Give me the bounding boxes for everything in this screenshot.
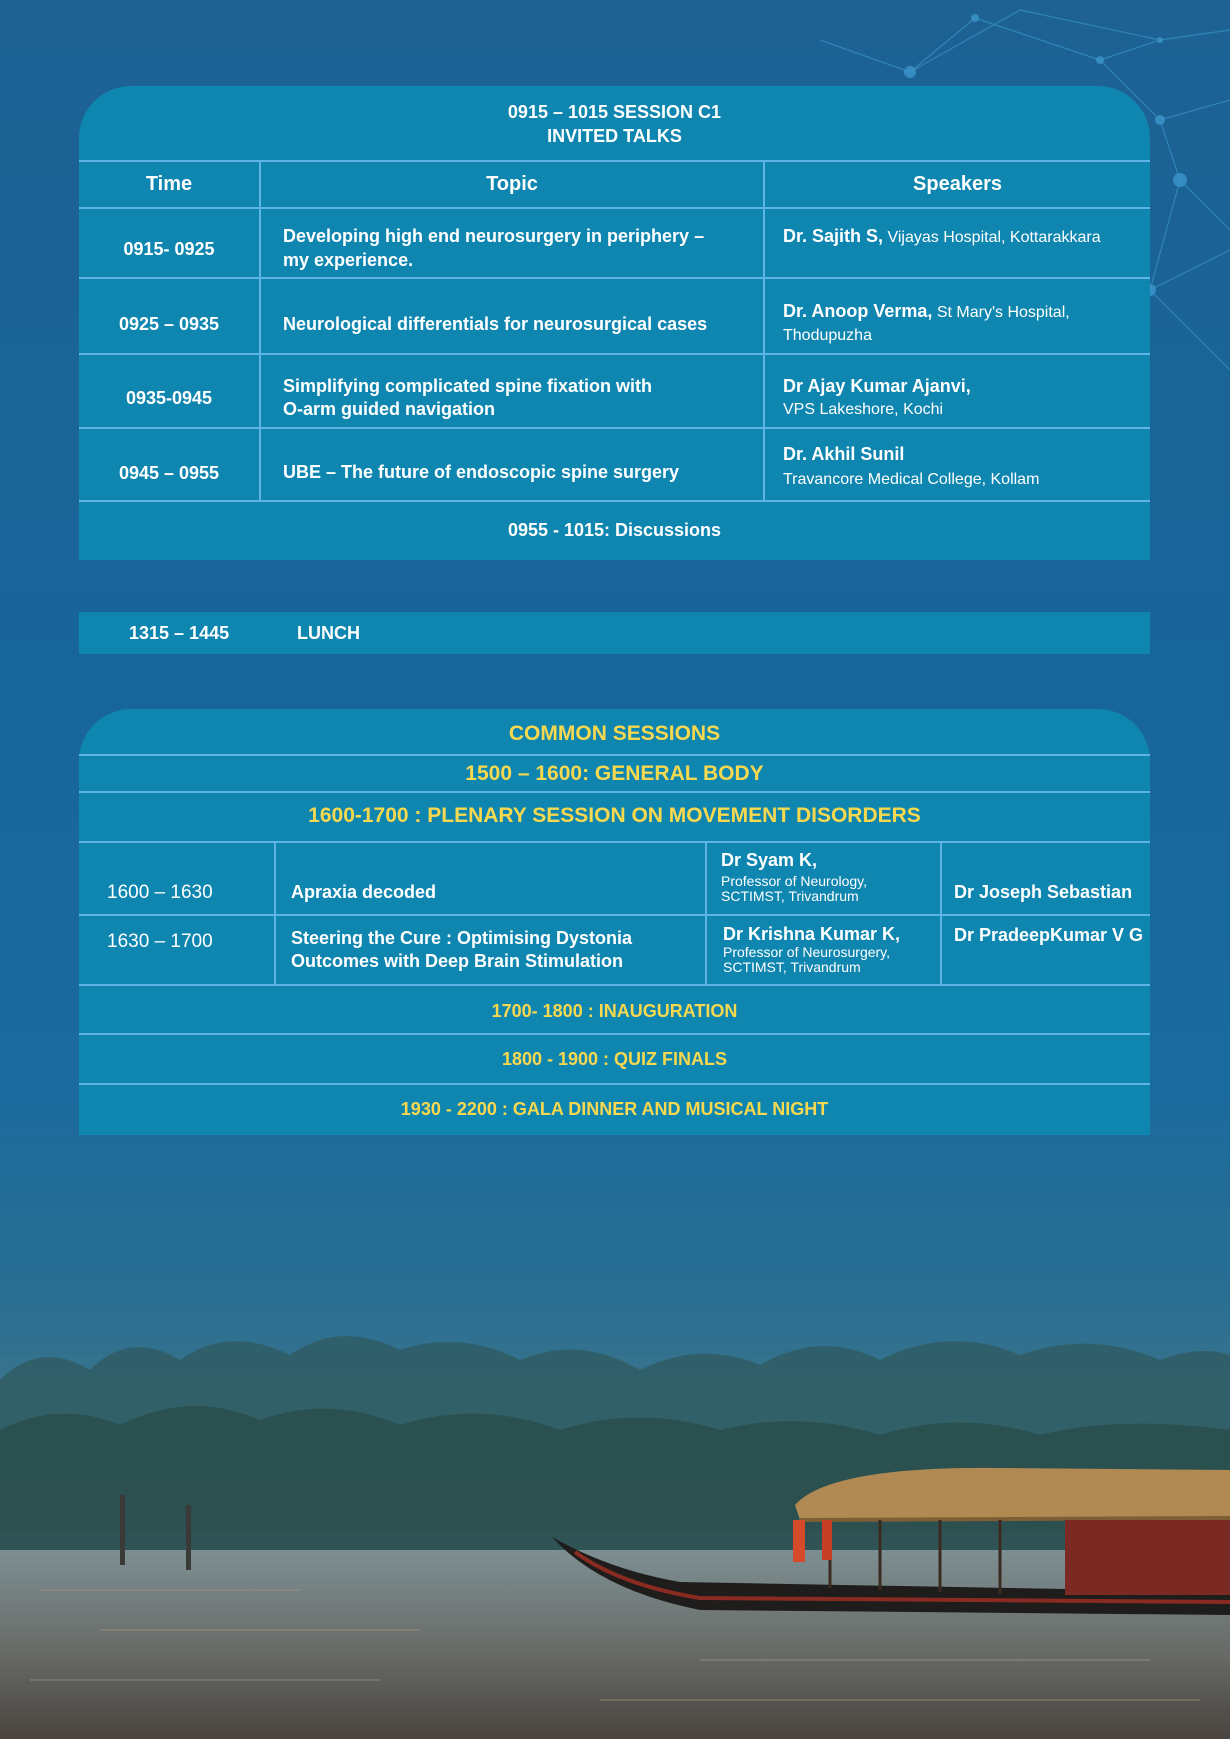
speaker-name: Dr Ajay Kumar Ajanvi, bbox=[783, 376, 971, 396]
table-row-topic: Neurological differentials for neurosurgical cases bbox=[283, 314, 708, 334]
speaker-name: Dr Krishna Kumar K, bbox=[723, 924, 901, 944]
speaker-affiliation-line2: SCTIMST, Trivandrum bbox=[721, 888, 859, 904]
inauguration-row: 1700- 1800 : INAUGURATION bbox=[491, 1001, 738, 1021]
table-row-topic: UBE – The future of endoscopic spine surgery bbox=[283, 462, 680, 482]
lunch-label: LUNCH bbox=[297, 623, 360, 643]
table-row-time: 0915- 0925 bbox=[123, 239, 215, 259]
chairperson-2: Dr PradeepKumar V G bbox=[954, 925, 1144, 945]
table-row-topic: Apraxia decoded bbox=[291, 882, 437, 902]
chairperson-1: Dr Joseph Sebastian bbox=[954, 882, 1133, 902]
speaker-affiliation: Professor of Neurosurgery, bbox=[723, 944, 891, 960]
gala-dinner-row: 1930 - 2200 : GALA DINNER AND MUSICAL NIGHT bbox=[400, 1099, 829, 1119]
speaker-affiliation: VPS Lakeshore, Kochi bbox=[783, 401, 944, 418]
speaker-name: Dr. Sajith S, bbox=[783, 226, 884, 246]
table-row-time: 0945 – 0955 bbox=[118, 463, 220, 483]
column-header-speakers: Speakers bbox=[913, 173, 1002, 195]
table-row-time: 1630 – 1700 bbox=[107, 931, 213, 952]
lunch-row bbox=[79, 612, 1150, 654]
speaker-name: Dr. Anoop Verma, bbox=[783, 301, 933, 321]
discussion-row: 0955 - 1015: Discussions bbox=[507, 520, 722, 540]
speaker-affiliation-line2: Thodupuzha bbox=[783, 327, 872, 344]
common-sessions-title: COMMON SESSIONS bbox=[508, 722, 721, 745]
general-body-row: 1500 – 1600: GENERAL BODY bbox=[465, 762, 764, 785]
speaker-name: Dr Syam K, bbox=[721, 850, 818, 870]
quiz-finals-row: 1800 - 1900 : QUIZ FINALS bbox=[501, 1049, 728, 1069]
lunch-time: 1315 – 1445 bbox=[129, 623, 230, 643]
table-row-topic: Steering the Cure : Optimising Dystonia bbox=[291, 928, 633, 948]
speaker-name: Dr. Akhil Sunil bbox=[783, 444, 905, 464]
speaker-affiliation-line2: SCTIMST, Trivandrum bbox=[723, 959, 861, 975]
table-row-topic: Simplifying complicated spine fixation with bbox=[283, 376, 653, 396]
session-c1-table bbox=[79, 86, 1150, 560]
table-row-time: 1600 – 1630 bbox=[107, 882, 213, 903]
speaker-affiliation: Professor of Neurology, bbox=[721, 873, 868, 889]
plenary-session-row: 1600-1700 : PLENARY SESSION ON MOVEMENT DISORDERS bbox=[308, 804, 921, 827]
table-row-topic-line2: Outcomes with Deep Brain Stimulation bbox=[291, 951, 624, 971]
session-c1-subheading: INVITED TALKS bbox=[547, 126, 682, 146]
session-c1-heading: 0915 – 1015 SESSION C1 bbox=[507, 102, 722, 122]
speaker-affiliation: St Mary's Hospital, bbox=[932, 304, 1070, 321]
column-header-topic: Topic bbox=[486, 173, 538, 195]
column-header-time: Time bbox=[145, 173, 193, 195]
backwater-houseboat-image bbox=[0, 1230, 1230, 1739]
table-row-topic-line2: O-arm guided navigation bbox=[283, 399, 496, 419]
table-row-time: 0925 – 0935 bbox=[118, 314, 220, 334]
table-row-time: 0935-0945 bbox=[125, 388, 213, 408]
table-row-topic-line2: my experience. bbox=[283, 250, 414, 270]
common-sessions-table bbox=[79, 709, 1150, 1135]
speaker-affiliation: Vijayas Hospital, Kottarakkara bbox=[883, 229, 1101, 246]
table-row-topic: Developing high end neurosurgery in periphery – bbox=[283, 226, 705, 246]
speaker-affiliation: Travancore Medical College, Kollam bbox=[783, 471, 1040, 488]
